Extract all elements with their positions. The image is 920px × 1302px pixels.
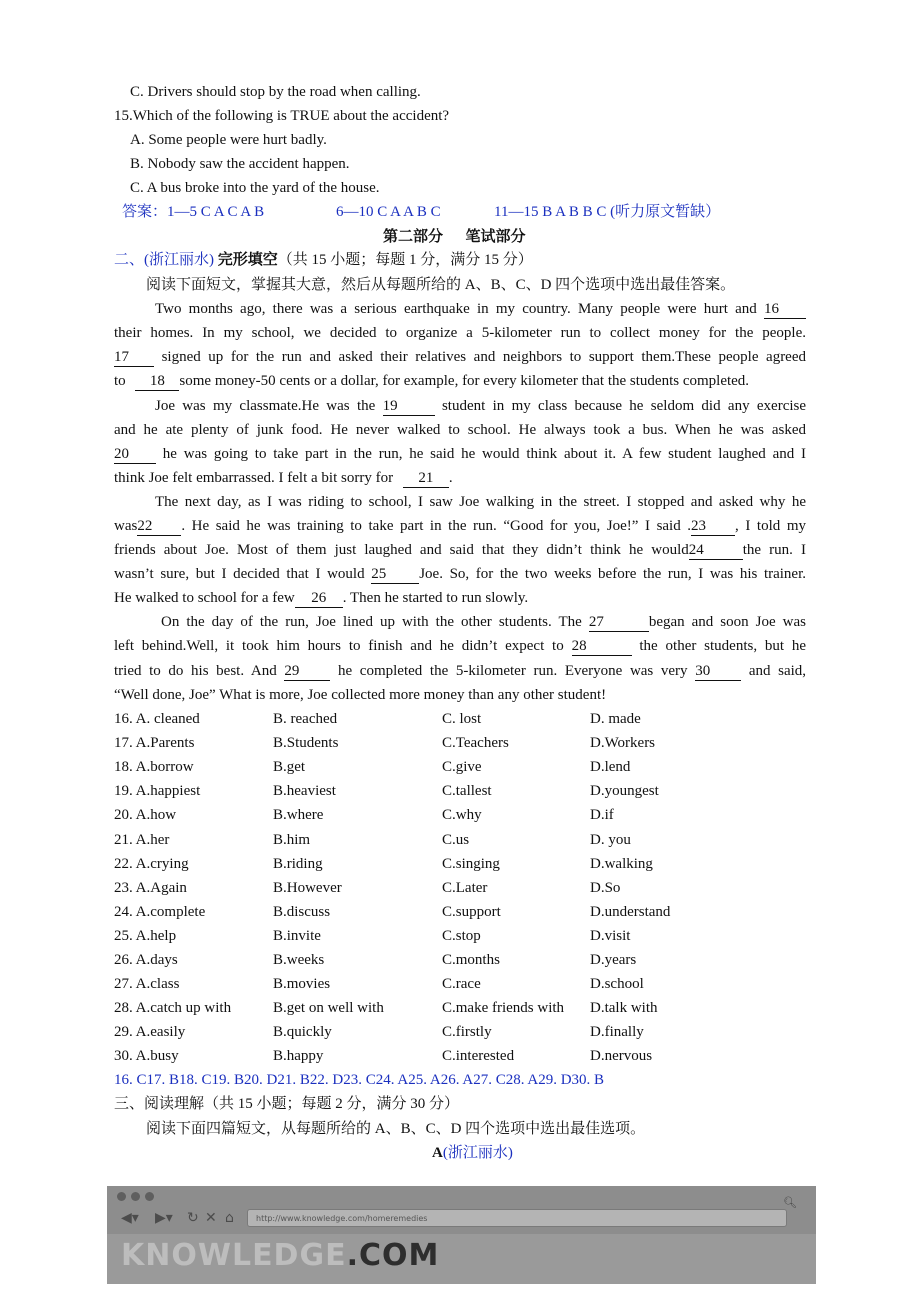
option-24-b[interactable]: B.discuss [273,904,331,920]
answers-group-2: 6—10 C A A B C [336,204,441,220]
option-16-b[interactable]: B. reached [273,711,338,727]
option-21-a[interactable]: 21. A.her [114,832,170,848]
blank-25[interactable]: 25 [371,566,419,584]
option-22-c[interactable]: C.singing [442,856,500,872]
option-28-d[interactable]: D.talk with [590,1000,658,1016]
option-30-a[interactable]: 30. A.busy [114,1048,179,1064]
option-26-b[interactable]: B.weeks [273,952,325,968]
home-icon[interactable]: ⌂ [225,1210,234,1226]
option-21-c[interactable]: C.us [442,832,470,848]
option-30-c[interactable]: C.interested [442,1048,515,1064]
blank-30[interactable]: 30 [695,663,741,681]
q15-option-b: B. Nobody saw the accident happen. [130,156,350,172]
passage-line: The next day, as I was riding to school, I saw Joe walking in the street. I stopped and asked why he [155,494,806,510]
passage-line [114,442,806,466]
option-19-a[interactable]: 19. A.happiest [114,783,201,799]
option-28-a[interactable]: 28. A.catch up with [114,1000,232,1016]
passage-line [114,586,528,610]
search-icon[interactable]: 🔍︎ [783,1197,797,1209]
answers-group-1: 1—5 C A C A B [167,204,265,220]
option-25-c[interactable]: C.stop [442,928,481,944]
passage-line [161,610,806,634]
cloze-answer-line: 16. C17. B18. C19. B20. D21. B22. D23. C24. A25. A26. A27. C28. A29. D30. B [114,1072,605,1088]
passage-text: . Then he started to run slowly. [342,590,529,606]
option-29-b[interactable]: B.quickly [273,1024,332,1040]
option-28-b[interactable]: B.get on well with [273,1000,384,1016]
back-icon[interactable]: ◀▾ [121,1210,139,1226]
blank-17[interactable]: 17 [114,349,154,367]
passage-line [114,562,806,586]
option-27-d[interactable]: D.school [590,976,644,992]
passage-line [114,345,806,369]
section-source: (浙江丽水) [442,1145,513,1161]
option-24-a[interactable]: 24. A.complete [114,904,206,920]
option-20-d[interactable]: D.if [590,807,614,823]
passage-text: he was going to take part in the run, he said he would think about it. A few student laughed and I [162,446,807,462]
passage-text: and said, [748,663,807,679]
passage-text: the other students, but he [639,638,807,654]
option-24-d[interactable]: D.understand [590,904,671,920]
option-19-c[interactable]: C.tallest [442,783,492,799]
passage-text: friends about Joe. Most of them just laughed and said that they didn’t think he would [114,542,689,558]
logo-suffix: .COM [346,1238,440,1273]
passage-text: to [114,373,126,389]
option-30-b[interactable]: B.happy [273,1048,324,1064]
cloze-heading-number: 二、 [114,252,145,268]
reading-heading: 三、阅读理解（共 15 小题；每题 2 分，满分 30 分） [114,1096,460,1112]
blank-22[interactable]: 22 [137,518,181,536]
option-18-a[interactable]: 18. A.borrow [114,759,194,775]
option-23-c[interactable]: C.Later [442,880,488,896]
option-27-a[interactable]: 27. A.class [114,976,180,992]
passage-text: student in my class because he seldom did any exercise [441,398,807,414]
passage-text: On the day of the run, Joe lined up with the other students. The [161,614,582,630]
option-29-c[interactable]: C.firstly [442,1024,492,1040]
blank-27[interactable]: 27 [589,614,649,632]
passage-text: signed up for the run and asked their relatives and neighbors to support them.These people agreed [161,349,806,365]
passage-text: . He said he was training to take part in the run. “Good for you, Joe!” I said . [181,518,692,534]
option-23-b[interactable]: B.However [273,880,342,896]
option-16-c[interactable]: C. lost [442,711,482,727]
blank-20[interactable]: 20 [114,446,156,464]
passage-line [114,466,453,490]
forward-icon[interactable]: ▶▾ [155,1210,173,1226]
passage-text: began and soon Joe was [648,614,806,630]
q15-option-a: A. Some people were hurt badly. [130,132,327,148]
passage-line [155,297,806,321]
passage-line [114,634,806,658]
cloze-instruction: 阅读下面短文，掌握其大意，然后从每题所给的 A、B、C、D 四个选项中选出最佳答案。 [146,277,736,293]
passage-text: wasn’t sure, but I decided that I would [114,566,365,582]
answers-label: 答案： [122,204,168,220]
passage-line [114,538,806,562]
passage-text: tried to do his best. And [114,663,277,679]
passage-line: “Well done, Joe” What is more, Joe collected more money than any other student! [114,687,607,703]
option-26-a[interactable]: 26. A.days [114,952,178,968]
blank-29[interactable]: 29 [284,663,330,681]
blank-23[interactable]: 23 [691,518,735,536]
option-27-b[interactable]: B.movies [273,976,331,992]
passage-text: the run. I [742,542,806,558]
passage-line: and he ate plenty of junk food. He never walked to school. He always took a bus. When he was asked [114,422,806,438]
blank-18[interactable]: 18 [135,373,179,391]
option-16-d[interactable]: D. made [590,711,641,727]
reading-instruction: 阅读下面四篇短文，从每题所给的 A、B、C、D 四个选项中选出最佳选项。 [146,1121,646,1137]
window-control-dot [145,1192,154,1201]
option-17-d[interactable]: D.Workers [590,735,656,751]
part2-title: 第二部分 笔试部分 [383,229,526,245]
option-29-a[interactable]: 29. A.easily [114,1024,186,1040]
cloze-heading-source: (浙江丽水) [144,252,215,268]
site-logo [121,1238,439,1273]
section-letter: A [432,1145,443,1161]
q14-option-c: C. Drivers should stop by the road when calling. [130,84,421,100]
passage-line: their homes. In my school, we decided to organize a 5-kilometer run to collect money for the people. [114,325,806,341]
blank-19[interactable]: 19 [383,398,435,416]
passage-text: think Joe felt embarrassed. I felt a bit sorry for [114,470,394,486]
blank-24[interactable]: 24 [689,542,743,560]
blank-28[interactable]: 28 [572,638,632,656]
option-21-d[interactable]: D. you [590,832,631,848]
option-27-c[interactable]: C.race [442,976,481,992]
option-26-c[interactable]: C.months [442,952,500,968]
option-18-b[interactable]: B.get [273,759,306,775]
blank-21[interactable]: 21 [403,470,449,488]
option-18-d[interactable]: D.lend [590,759,631,775]
logo-main: KNOWLEDGE [121,1238,347,1273]
option-17-a[interactable]: 17. A.Parents [114,735,195,751]
passage-text: Joe. So, for the two weeks before the run, I was his trainer. [419,566,807,582]
option-28-c[interactable]: C.make friends with [442,1000,565,1016]
reload-icon[interactable]: ↻ [187,1210,199,1226]
passage-line [155,394,806,418]
passage-text: some money-50 cents or a dollar, for example, for every kilometer that the students completed. [179,373,750,389]
passage-text: was [114,518,138,534]
option-16-a[interactable]: 16. A. cleaned [114,711,200,727]
option-29-d[interactable]: D.finally [590,1024,644,1040]
passage-text: left behind.Well, it took him hours to finish and he didn’t expect to [114,638,564,654]
listening-answers [122,200,264,224]
option-22-d[interactable]: D.walking [590,856,653,872]
passage-text: Two months ago, there was a serious earthquake in my country. Many people were hurt and [155,301,757,317]
cloze-heading-title: 完形填空 [217,252,278,268]
window-control-dot [117,1192,126,1201]
option-30-d[interactable]: D.nervous [590,1048,653,1064]
passage-line [114,514,806,538]
option-26-d[interactable]: D.years [590,952,637,968]
cloze-heading [114,248,533,272]
option-20-a[interactable]: 20. A.how [114,807,177,823]
option-17-b[interactable]: B.Students [273,735,339,751]
option-23-d[interactable]: D.So [590,880,621,896]
option-19-b[interactable]: B.heaviest [273,783,336,799]
option-22-a[interactable]: 22. A.crying [114,856,189,872]
passage-text: he completed the 5-kilometer run. Everyone was very [338,663,688,679]
option-20-c[interactable]: C.why [442,807,482,823]
blank-16[interactable]: 16 [764,301,806,319]
answers-group-3: 11—15 B A B B C (听力原文暂缺） [494,204,721,220]
stop-icon[interactable]: ✕ [205,1210,217,1226]
blank-26[interactable]: 26 [295,590,343,608]
window-control-dot [131,1192,140,1201]
option-23-a[interactable]: 23. A.Again [114,880,187,896]
q15-option-c: C. A bus broke into the yard of the house. [130,180,380,196]
option-22-b[interactable]: B.riding [273,856,323,872]
cloze-heading-info: （共 15 小题；每题 1 分，满分 15 分） [277,252,533,268]
browser-screenshot [107,1186,816,1284]
option-24-c[interactable]: C.support [442,904,501,920]
address-bar[interactable]: http://www.knowledge.com/homeremedies [247,1209,787,1227]
option-21-b[interactable]: B.him [273,832,311,848]
option-19-d[interactable]: D.youngest [590,783,659,799]
option-25-d[interactable]: D.visit [590,928,631,944]
option-25-b[interactable]: B.invite [273,928,321,944]
option-17-c[interactable]: C.Teachers [442,735,509,751]
passage-line [114,369,749,393]
q15-stem: 15.Which of the following is TRUE about the accident? [114,108,450,124]
option-25-a[interactable]: 25. A.help [114,928,177,944]
reading-section-a [432,1141,513,1165]
option-18-c[interactable]: C.give [442,759,482,775]
passage-text: Joe was my classmate.He was the [155,398,376,414]
passage-text: , I told my [735,518,806,534]
passage-text: . [448,470,453,486]
option-20-b[interactable]: B.where [273,807,324,823]
passage-line [114,659,806,683]
passage-text: He walked to school for a few [114,590,295,606]
